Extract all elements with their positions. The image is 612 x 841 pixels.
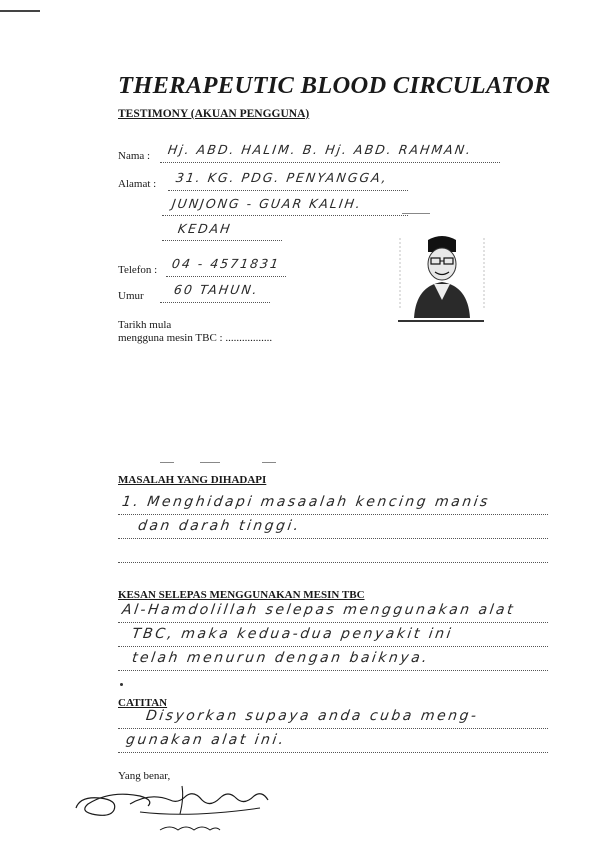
stray-mark (160, 462, 174, 463)
alamat-value-1: 31. KG. PDG. PENYANGGA, (174, 170, 390, 185)
signature (70, 778, 280, 840)
catitan-text-2: gunakan alat ini. (124, 732, 287, 748)
photo-underline (398, 320, 484, 322)
nama-line (160, 162, 500, 163)
ink-dot (120, 683, 123, 686)
kesan-text-1: Al-Hamdolillah selepas menggunakan alat (120, 602, 517, 618)
masalah-text-2: dan darah tinggi. (136, 518, 302, 534)
document-title: THERAPEUTIC BLOOD CIRCULATOR (118, 72, 551, 99)
kesan-line-1 (118, 622, 548, 623)
scan-edge-mark (0, 10, 40, 12)
alamat-line-1 (168, 190, 408, 191)
kesan-line-2 (118, 646, 548, 647)
alamat-label: Alamat : (118, 178, 157, 190)
umur-line (160, 302, 270, 303)
masalah-heading: MASALAH YANG DIHADAPI (118, 474, 267, 486)
catitan-heading: CATITAN (118, 697, 168, 709)
telefon-value: 04 - 4571831 (170, 256, 282, 271)
alamat-value-2: JUNJONG - GUAR KALIH. (170, 196, 364, 211)
closing-text: Yang benar, (118, 770, 171, 782)
nama-label: Nama : (118, 150, 151, 162)
masalah-line-2 (118, 538, 548, 539)
document-subtitle: TESTIMONY (AKUAN PENGGUNA) (118, 108, 310, 120)
kesan-line-3 (118, 670, 548, 671)
user-photo (394, 228, 490, 318)
catitan-line-1 (118, 728, 548, 729)
telefon-line (166, 276, 286, 277)
umur-label: Umur (118, 290, 144, 302)
masalah-text-1: 1. Menghidapi masaalah kencing manis (120, 494, 491, 510)
catitan-text-1: Disyorkan supaya anda cuba meng- (144, 708, 480, 724)
kesan-text-3: telah menurun dengan baiknya. (130, 650, 431, 666)
tarikh-label-1: Tarikh mula (118, 319, 172, 331)
stray-mark (200, 462, 220, 463)
masalah-line-1 (118, 514, 548, 515)
umur-value: 60 TAHUN. (172, 282, 260, 297)
kesan-heading: KESAN SELEPAS MENGGUNAKAN MESIN TBC (118, 589, 365, 601)
stray-dash (402, 213, 430, 214)
alamat-line-2 (162, 215, 408, 216)
alamat-line-3 (162, 240, 282, 241)
alamat-value-3: KEDAH (176, 221, 233, 236)
catitan-line-2 (118, 752, 548, 753)
tarikh-label-2: mengguna mesin TBC : ................. (118, 332, 273, 344)
stray-mark (262, 462, 276, 463)
masalah-line-3 (118, 562, 548, 563)
kesan-text-2: TBC, maka kedua-dua penyakit ini (130, 626, 455, 642)
nama-value: Hj. ABD. HALIM. B. Hj. ABD. RAHMAN. (166, 142, 474, 157)
telefon-label: Telefon : (118, 264, 158, 276)
